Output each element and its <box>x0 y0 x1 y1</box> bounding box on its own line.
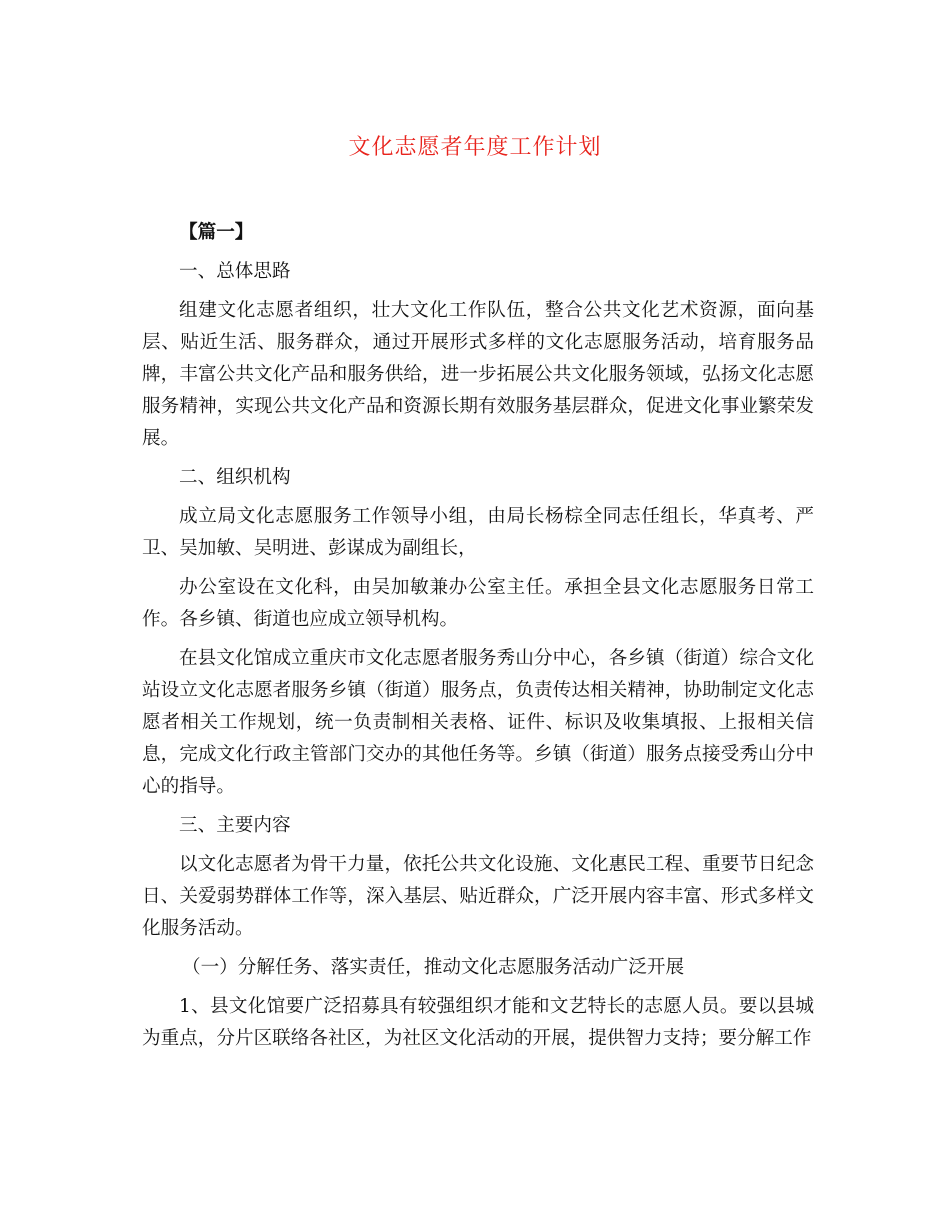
document-title: 文化志愿者年度工作计划 <box>348 135 602 160</box>
section-marker: 【篇一】 <box>179 222 254 243</box>
paragraph: 组建文化志愿者组织，壮大文化工作队伍，整合公共文化艺术资源，面向基层、贴近生活、服务群众，通过开展形式多样的文化志愿服务活动，培育服务品牌，丰富公共文化产品和服务供给，进一步拓展公共文化服务领域，弘扬文化志愿服务精神，实现公共文化产品和资源长期有效服务基层群众，促进文化事业繁荣发展。 <box>142 300 814 449</box>
paragraph: 在县文化馆成立重庆市文化志愿者服务秀山分中心，各乡镇（街道）综合文化站设立文化志愿者服务乡镇（街道）服务点，负责传达相关精神，协助制定文化志愿者相关工作规划，统一负责制相关表格、证件、标识及收集填报、上报相关信息，完成文化行政主管部门交办的其他任务等。乡镇（街道）服务点接受秀山分中心的指导。 <box>142 648 814 797</box>
section-heading: 二、组织机构 <box>179 467 291 488</box>
paragraph: 1、县文化馆要广泛招募具有较强组织才能和文艺特长的志愿人员。要以县城为重点，分片区联络各社区，为社区文化活动的开展，提供智力支持；要分解工作 <box>142 996 814 1049</box>
subsection-heading: （一）分解任务、落实责任，推动文化志愿服务活动广泛开展 <box>182 957 685 978</box>
section-heading: 三、主要内容 <box>179 815 291 836</box>
paragraph: 以文化志愿者为骨干力量，依托公共文化设施、文化惠民工程、重要节日纪念日、关爱弱势群体工作等，深入基层、贴近群众，广泛开展内容丰富、形式多样文化服务活动。 <box>142 854 814 939</box>
paragraph: 成立局文化志愿服务工作领导小组，由局长杨棕全同志任组长，华真考、严卫、吴加敏、吴明进、彭谋成为副组长， <box>142 506 814 559</box>
paragraph: 办公室设在文化科，由吴加敏兼办公室主任。承担全县文化志愿服务日常工作。各乡镇、街道也应成立领导机构。 <box>142 577 814 630</box>
document-body <box>142 217 814 1062</box>
section-heading: 一、总体思路 <box>179 261 291 282</box>
